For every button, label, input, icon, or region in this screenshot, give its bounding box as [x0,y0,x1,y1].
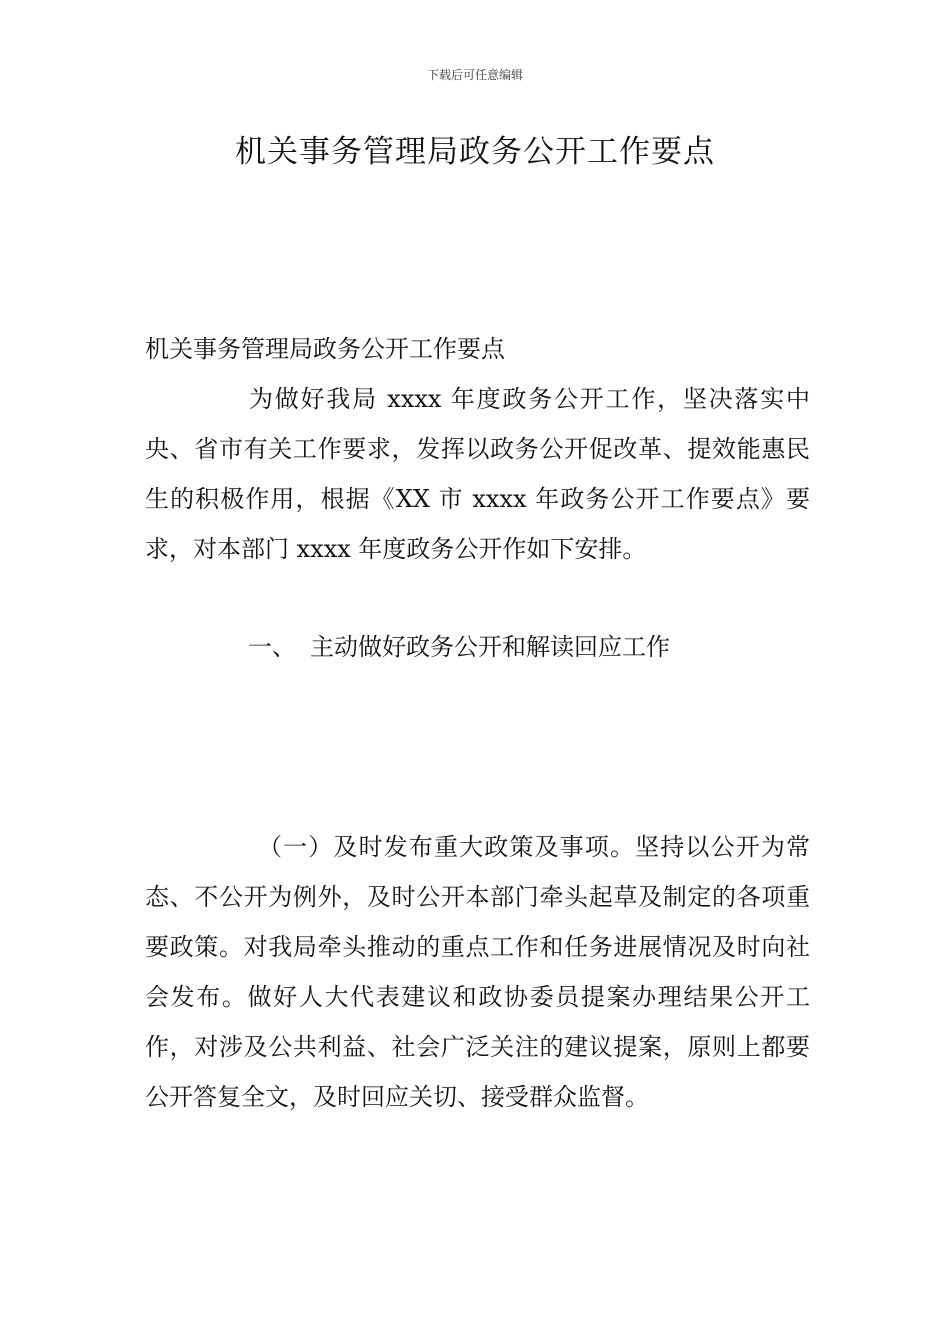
section-number: 一、 [248,633,296,661]
document-subtitle: 机关事务管理局政务公开工作要点 [145,335,505,363]
paragraph-1: （一）及时发布重大政策及事项。坚持以公开为常态、不公开为例外，及时公开本部门牵头起草及制定的各项重要政策。对我局牵头推动的重点工作和任务进展情况及时向社会发布。做好人大代表建议和政协委员提案办理结果公开工作，对涉及公共利益、社会广泛关注的建议提案，原则上都要公开答复全文，及时回应关切、接受群众监督。 [145,833,810,1111]
document-title: 机关事务管理局政务公开工作要点 [235,134,715,170]
intro-paragraph: 为做好我局 xxxx 年度政务公开工作，坚决落实中央、省市有关工作要求，发挥以政务公开促改革、提效能惠民生的积极作用，根据《XX 市 xxxx 年政务公开工作要点》要求，对本部门 xxxx 年度政务公开作如下安排。 [145,385,810,563]
section-heading-text: 主动做好政务公开和解读回应工作 [310,633,670,661]
section-heading [248,622,670,672]
header-note: 下载后可任意编辑 [426,68,523,82]
